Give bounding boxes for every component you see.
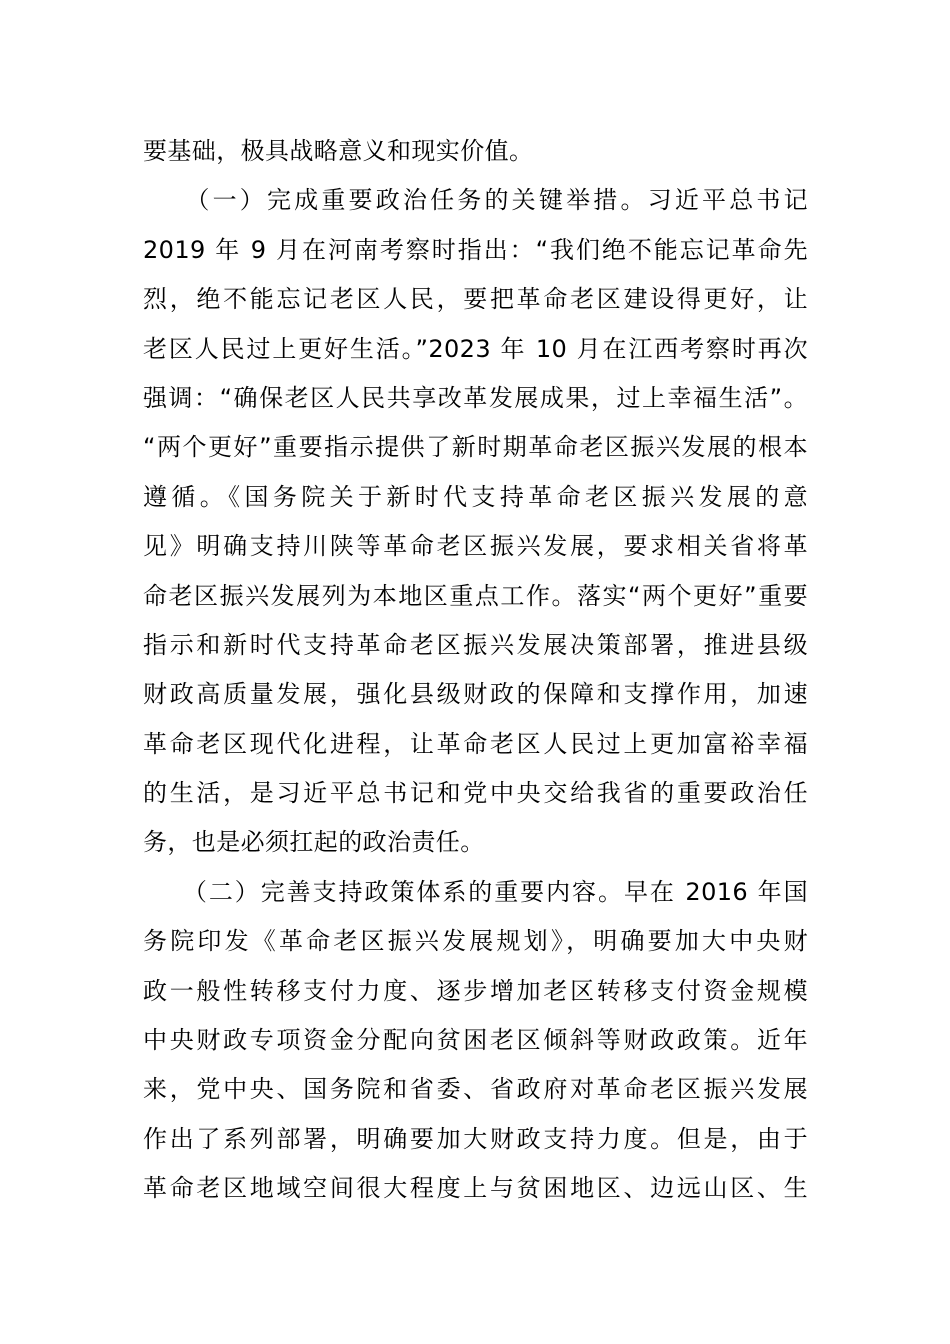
text-line: “两个更好”重要指示提供了新时期革命老区振兴发展的根本 [143, 433, 808, 462]
text-line: 财政高质量发展，强化县级财政的保障和支撑作用，加速 [143, 680, 808, 709]
text-line: 中央财政专项资金分配向贫困老区倾斜等财政政策。近年 [143, 1026, 808, 1055]
text-line: 遵循。《国务院关于新时代支持革命老区振兴发展的意 [143, 482, 808, 511]
text-line: （一）完成重要政治任务的关键举措。习近平总书记 [143, 186, 808, 215]
text-line: 命老区振兴发展列为本地区重点工作。落实“两个更好”重要 [143, 581, 808, 610]
text-line: 烈，绝不能忘记老区人民，要把革命老区建设得更好，让 [143, 285, 808, 314]
body-text [143, 127, 808, 1214]
text-line: 来，党中央、国务院和省委、省政府对革命老区振兴发展 [143, 1075, 808, 1104]
text-line: 的生活，是习近平总书记和党中央交给我省的重要政治任 [143, 779, 808, 808]
text-line: 革命老区现代化进程，让革命老区人民过上更加富裕幸福 [143, 729, 808, 758]
text-line: （二）完善支持政策体系的重要内容。早在 2016 年国 [143, 877, 808, 906]
text-line: 要基础，极具战略意义和现实价值。 [143, 137, 534, 165]
text-line: 指示和新时代支持革命老区振兴发展决策部署，推进县级 [143, 630, 808, 659]
text-line: 务院印发《革命老区振兴发展规划》，明确要加大中央财 [143, 927, 808, 956]
text-line: 强调：“确保老区人民共享改革发展成果，过上幸福生活”。 [143, 383, 808, 412]
text-line: 作出了系列部署，明确要加大财政支持力度。但是，由于 [143, 1124, 808, 1153]
text-line: 老区人民过上更好生活。”2023 年 10 月在江西考察时再次 [143, 334, 808, 363]
text-line: 务，也是必须扛起的政治责任。 [143, 828, 485, 857]
text-line: 政一般性转移支付力度、逐步增加老区转移支付资金规模 [143, 976, 808, 1005]
text-line: 革命老区地域空间很大程度上与贫困地区、边远山区、生 [143, 1174, 808, 1203]
text-line: 2019 年 9 月在河南考察时指出：“我们绝不能忘记革命先 [143, 235, 808, 264]
text-line: 见》明确支持川陕等革命老区振兴发展，要求相关省将革 [143, 532, 808, 561]
